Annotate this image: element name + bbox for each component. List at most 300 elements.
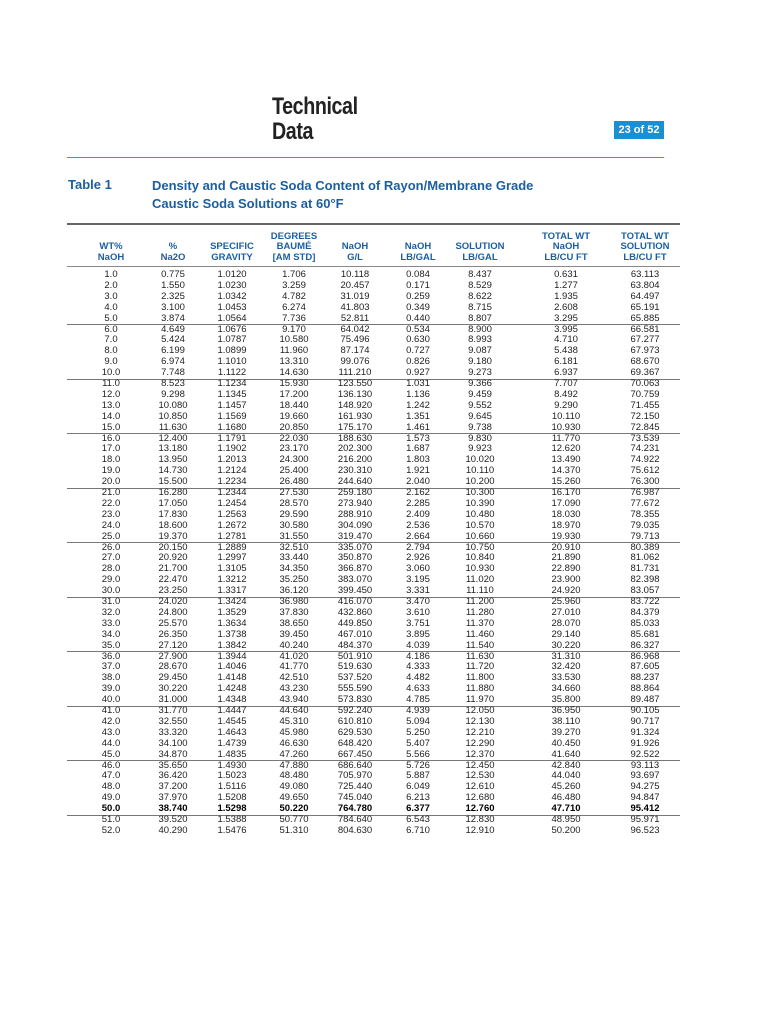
table-cell: 15.930 (279, 378, 309, 389)
table-cell: 35.0 (101, 639, 121, 651)
table-cell: 1.4739 (217, 737, 247, 749)
table-cell: 44.040 (551, 770, 581, 782)
table-cell: 6.199 (161, 345, 185, 357)
table-cell: 1.573 (406, 432, 430, 444)
column-header (327, 229, 383, 263)
table-cell: 77.672 (630, 497, 660, 509)
table-cell: 19.930 (551, 530, 581, 542)
table-cell: 161.930 (337, 410, 373, 422)
table-cell: 13.180 (158, 443, 188, 455)
table-cell: 0.775 (161, 269, 185, 280)
table-cell: 6.049 (406, 781, 430, 793)
column-header-line: NaOH (341, 241, 369, 252)
table-cell: 36.120 (279, 585, 309, 597)
table-cell: 82.398 (630, 574, 660, 586)
table-row (67, 739, 680, 750)
table-cell: 1.1345 (217, 388, 247, 400)
table-cell: 17.050 (158, 497, 188, 509)
table-cell: 216.200 (337, 454, 373, 466)
table-cell: 10.480 (465, 508, 495, 520)
table-cell: 1.3317 (217, 585, 247, 597)
table-cell: 1.1569 (217, 410, 247, 422)
table-cell: 21.0 (101, 487, 121, 498)
table-label: Table 1 (68, 177, 112, 192)
table-cell: 8.492 (554, 388, 578, 400)
table-cell: 4.710 (554, 334, 578, 346)
table-cell: 4.633 (406, 683, 430, 695)
table-cell: 68.670 (630, 356, 660, 368)
table-cell: 1.0 (104, 269, 118, 280)
table-cell: 65.191 (630, 301, 660, 313)
table-cell: 23.170 (279, 443, 309, 455)
table-cell: 592.240 (337, 705, 373, 716)
table-cell: 10.080 (158, 399, 188, 411)
table-cell: 12.760 (465, 803, 495, 815)
table-cell: 83.722 (630, 596, 660, 607)
table-cell: 0.927 (406, 367, 430, 379)
table-cell: 4.333 (406, 661, 430, 673)
table-cell: 12.450 (465, 759, 495, 771)
table-cell: 20.920 (158, 552, 188, 564)
table-caption (152, 177, 612, 213)
table-cell: 2.794 (406, 541, 430, 553)
table-cell: 1.0787 (217, 334, 247, 346)
table-cell: 10.020 (465, 454, 495, 466)
table-cell: 0.440 (406, 312, 430, 324)
table-cell: 9.923 (468, 443, 492, 455)
table-cell: 9.290 (554, 399, 578, 411)
table-cell: 41.640 (551, 748, 581, 760)
table-cell: 41.803 (340, 301, 370, 313)
table-cell: 43.230 (279, 683, 309, 695)
page-number-badge: 23 of 52 (614, 121, 664, 139)
table-cell: 34.100 (158, 737, 188, 749)
column-header-line: TOTAL WT (620, 230, 670, 242)
table-cell: 1.0230 (217, 279, 247, 291)
column-header (393, 229, 443, 263)
table-cell: 5.566 (406, 748, 430, 760)
column-header-line: LB/CU FT (623, 251, 667, 263)
table-cell: 50.770 (279, 814, 309, 825)
table-cell: 1.687 (406, 443, 430, 455)
table-cell: 74.922 (630, 454, 660, 466)
table-cell: 366.870 (337, 563, 373, 575)
table-cell: 136.130 (337, 388, 373, 400)
table-cell: 449.850 (337, 617, 373, 629)
table-cell: 94.275 (630, 781, 660, 793)
table-cell: 31.000 (158, 694, 188, 706)
table-cell: 42.840 (551, 759, 581, 771)
table-cell: 27.530 (279, 487, 309, 498)
table-cell: 84.379 (630, 606, 660, 618)
table-cell: 38.0 (101, 672, 121, 684)
column-header (202, 229, 262, 263)
table-cell: 9.645 (468, 410, 492, 422)
table-cell: 1.3944 (217, 650, 247, 662)
table-cell: 10.200 (465, 476, 495, 488)
table-cell: 16.0 (101, 432, 121, 444)
table-cell: 95.412 (630, 803, 660, 815)
table-cell: 19.0 (101, 465, 121, 477)
table-cell: 72.845 (630, 421, 660, 433)
table-cell: 9.738 (468, 421, 492, 433)
table-cell: 8.0 (104, 345, 118, 357)
table-cell: 38.740 (158, 803, 188, 815)
table-cell: 6.274 (282, 301, 306, 313)
table-cell: 31.550 (279, 530, 309, 542)
table-cell: 10.390 (465, 497, 495, 509)
table-cell: 90.717 (630, 715, 660, 727)
table-cell: 10.850 (158, 410, 188, 422)
table-cell: 555.590 (337, 683, 373, 695)
table-cell: 1.4348 (217, 694, 247, 706)
table-cell: 2.040 (406, 476, 430, 488)
table-cell: 6.974 (161, 356, 185, 368)
table-cell: 1.5476 (217, 824, 247, 836)
table-cell: 1.2013 (217, 454, 247, 466)
table-cell: 18.600 (158, 519, 188, 531)
table-cell: 5.250 (406, 726, 430, 738)
table-cell: 10.580 (279, 334, 309, 346)
table-cell: 20.457 (340, 279, 370, 291)
table-cell: 31.310 (551, 650, 581, 662)
table-cell: 39.450 (279, 628, 309, 640)
column-header-line: [AM STD] (272, 251, 316, 263)
column-header (450, 229, 510, 263)
table-cell: 32.550 (158, 715, 188, 727)
table-cell: 32.510 (279, 541, 309, 553)
table-cell: 11.020 (465, 574, 495, 586)
table-cell: 42.0 (101, 715, 121, 727)
table-cell: 35.650 (158, 759, 188, 771)
table-row (67, 281, 680, 292)
table-cell: 32.0 (101, 606, 121, 618)
table-cell: 383.070 (337, 574, 373, 586)
table-cell: 28.0 (101, 563, 121, 575)
table-cell: 24.300 (279, 454, 309, 466)
table-cell: 40.0 (101, 694, 121, 706)
table-cell: 3.874 (161, 312, 185, 324)
column-header-line: TOTAL WT (541, 230, 591, 242)
table-cell: 1.4447 (217, 705, 247, 716)
table-cell: 91.324 (630, 726, 660, 738)
table-cell: 47.260 (279, 748, 309, 760)
table-cell: 22.890 (551, 563, 581, 575)
table-cell: 1.5023 (217, 770, 247, 782)
table-cell: 50.0 (101, 803, 121, 815)
table-cell: 3.0 (104, 290, 118, 302)
table-cell: 27.900 (158, 650, 188, 662)
table-cell: 1.2234 (217, 476, 247, 488)
table-cell: 63.804 (630, 279, 660, 291)
table-cell: 725.440 (337, 781, 373, 793)
table-cell: 1.031 (406, 378, 430, 389)
table-cell: 0.826 (406, 356, 430, 368)
table-cell: 629.530 (337, 726, 373, 738)
table-cell: 4.785 (406, 694, 430, 706)
table-cell: 148.920 (337, 399, 373, 411)
table-cell: 2.162 (406, 487, 430, 498)
table-cell: 6.543 (406, 814, 430, 825)
table-cell: 11.370 (465, 617, 495, 629)
table-cell: 804.630 (337, 824, 373, 836)
table-cell: 86.327 (630, 639, 660, 651)
table-cell: 705.970 (337, 770, 373, 782)
column-header (610, 229, 680, 263)
table-cell: 18.440 (279, 399, 309, 411)
table-cell: 5.438 (554, 345, 578, 357)
table-cell: 94.847 (630, 792, 660, 804)
table-cell: 5.424 (161, 334, 185, 346)
column-header (81, 229, 141, 263)
table-cell: 9.170 (282, 323, 306, 335)
table-cell: 111.210 (338, 367, 372, 379)
table-row (67, 292, 680, 303)
column-header (261, 229, 327, 263)
table-cell: 1.2344 (217, 487, 247, 498)
column-header-line: LB/GAL (400, 251, 436, 263)
table-cell: 8.622 (468, 290, 492, 302)
table-cell: 13.490 (551, 454, 581, 466)
table-cell: 3.295 (554, 312, 578, 324)
table-cell: 28.570 (279, 497, 309, 509)
table-cell: 1.2781 (217, 530, 247, 542)
table-cell: 501.910 (337, 650, 373, 662)
table-cell: 79.713 (630, 530, 660, 542)
table-cell: 48.950 (551, 814, 581, 825)
table-cell: 47.710 (551, 803, 581, 815)
table-cell: 34.870 (158, 748, 188, 760)
table-cell: 27.120 (158, 639, 188, 651)
table-cell: 29.0 (101, 574, 121, 586)
table-cell: 1.1010 (217, 356, 247, 368)
table-cell: 36.980 (279, 596, 309, 607)
table-cell: 81.062 (630, 552, 660, 564)
table-cell: 29.450 (158, 672, 188, 684)
table-cell: 11.800 (465, 672, 495, 684)
table-cell: 43.940 (279, 694, 309, 706)
table-cell: 31.770 (158, 705, 188, 716)
column-header-line: % (168, 241, 178, 252)
table-cell: 27.010 (551, 606, 581, 618)
table-cell: 1.803 (406, 454, 430, 466)
table-cell: 20.850 (279, 421, 309, 433)
table-cell: 1.0342 (217, 290, 247, 302)
table-cell: 11.110 (466, 585, 494, 597)
table-cell: 27.0 (101, 552, 121, 564)
table-cell: 36.420 (158, 770, 188, 782)
table-cell: 22.0 (101, 497, 121, 509)
table-cell: 8.529 (468, 279, 492, 291)
table-cell: 76.300 (630, 476, 660, 488)
table-cell: 88.237 (630, 672, 660, 684)
table-cell: 12.910 (465, 824, 495, 836)
table-top-rule (67, 223, 680, 225)
table-cell: 1.4643 (217, 726, 247, 738)
table-cell: 3.751 (406, 617, 430, 629)
table-cell: 40.450 (551, 737, 581, 749)
table-caption-line-1: Density and Caustic Soda Content of Rayon/Membrane Grade (152, 178, 534, 193)
table-cell: 75.612 (630, 465, 660, 477)
table-cell: 1.0676 (217, 323, 247, 335)
table-cell: 73.539 (630, 432, 660, 444)
table-cell: 45.980 (279, 726, 309, 738)
table-cell: 9.0 (104, 356, 118, 368)
table-cell: 1.4545 (217, 715, 247, 727)
table-cell: 4.649 (161, 323, 185, 335)
table-cell: 32.420 (551, 661, 581, 673)
table-cell: 36.950 (551, 705, 581, 716)
table-cell: 4.939 (406, 705, 430, 716)
table-cell: 1.0899 (217, 345, 247, 357)
table-cell: 3.100 (161, 301, 185, 313)
table-cell: 45.0 (101, 748, 121, 760)
table-cell: 4.0 (104, 301, 118, 313)
table-cell: 11.960 (279, 345, 309, 357)
table-cell: 2.409 (406, 508, 430, 520)
column-header-line: GRAVITY (211, 251, 253, 263)
table-cell: 2.285 (406, 497, 430, 509)
table-cell: 6.937 (554, 367, 578, 379)
table-cell: 43.0 (101, 726, 121, 738)
table-cell: 76.987 (630, 487, 660, 498)
table-cell: 42.510 (279, 672, 309, 684)
table-cell: 784.640 (337, 814, 373, 825)
table-cell: 610.810 (337, 715, 373, 727)
table-cell: 1.5208 (217, 792, 247, 804)
table-cell: 1.706 (282, 269, 306, 280)
table-cell: 47.0 (101, 770, 121, 782)
table-cell: 99.076 (340, 356, 370, 368)
table-cell: 39.270 (551, 726, 581, 738)
table-row (67, 521, 680, 532)
title-line-1: Technical (272, 93, 358, 120)
table-cell: 2.926 (406, 552, 430, 564)
table-cell: 34.0 (101, 628, 121, 640)
table-row (67, 303, 680, 314)
table-cell: 33.0 (101, 617, 121, 629)
table-cell: 0.259 (406, 290, 430, 302)
column-header-line: SPECIFIC (210, 241, 254, 252)
table-row (67, 357, 680, 368)
table-cell: 3.895 (406, 628, 430, 640)
table-cell: 24.0 (101, 519, 121, 531)
table-cell: 1.5388 (217, 814, 247, 825)
table-cell: 48.0 (101, 781, 121, 793)
table-cell: 38.650 (279, 617, 309, 629)
table-cell: 11.540 (465, 639, 495, 651)
table-cell: 12.210 (465, 726, 495, 738)
table-cell: 0.171 (406, 279, 430, 291)
table-cell: 50.220 (279, 803, 309, 815)
table-cell: 39.520 (158, 814, 188, 825)
table-cell: 1.1902 (217, 443, 247, 455)
table-cell: 40.290 (158, 824, 188, 836)
table-cell: 78.355 (630, 508, 660, 520)
table-row (67, 325, 680, 336)
table-cell: 26.350 (158, 628, 188, 640)
table-cell: 6.710 (406, 824, 430, 836)
table-cell: 25.0 (101, 530, 121, 542)
table-cell: 6.0 (104, 323, 118, 335)
table-row (67, 270, 680, 281)
table-cell: 11.770 (551, 432, 581, 444)
table-cell: 7.748 (161, 367, 185, 379)
table-cell: 12.0 (101, 388, 121, 400)
table-cell: 10.110 (465, 465, 495, 477)
table-cell: 202.300 (337, 443, 373, 455)
table-cell: 30.580 (279, 519, 309, 531)
table-cell: 188.630 (337, 432, 373, 444)
table-cell: 13.310 (279, 356, 309, 368)
table-cell: 18.0 (101, 454, 121, 466)
table-cell: 93.697 (630, 770, 660, 782)
table-cell: 12.050 (465, 705, 495, 716)
table-cell: 4.186 (406, 650, 430, 662)
table-cell: 1.4248 (217, 683, 247, 695)
table-cell: 0.084 (406, 269, 430, 280)
table-cell: 88.864 (630, 683, 660, 695)
table-cell: 416.070 (337, 596, 373, 607)
table-cell: 10.750 (465, 541, 495, 553)
table-cell: 23.250 (158, 585, 188, 597)
table-cell: 64.042 (340, 323, 370, 335)
table-cell: 1.3529 (217, 606, 247, 618)
table-cell: 95.971 (630, 814, 660, 825)
table-cell: 6.181 (554, 356, 578, 368)
table-cell: 1.4046 (217, 661, 247, 673)
table-cell: 10.110 (551, 410, 581, 422)
column-header-line: SOLUTION (455, 241, 505, 252)
table-cell: 35.250 (279, 574, 309, 586)
table-cell: 667.450 (337, 748, 373, 760)
table-cell: 467.010 (337, 628, 373, 640)
table-cell: 484.370 (337, 639, 373, 651)
table-cell: 17.090 (551, 497, 581, 509)
table-cell: 85.033 (630, 617, 660, 629)
table-cell: 1.2672 (217, 519, 247, 531)
table-cell: 10.118 (340, 269, 370, 280)
table-cell: 70.759 (630, 388, 660, 400)
table-cell: 537.520 (337, 672, 373, 684)
table-cell: 6.377 (406, 803, 430, 815)
table-cell: 12.290 (465, 737, 495, 749)
table-cell: 50.200 (551, 824, 581, 836)
table-cell: 3.259 (282, 279, 306, 291)
table-cell: 47.880 (279, 759, 309, 771)
table-cell: 8.807 (468, 312, 492, 324)
column-header-line: LB/CU FT (544, 251, 588, 263)
column-header (148, 229, 198, 263)
table-cell: 304.090 (337, 519, 373, 531)
table-cell: 69.367 (630, 367, 660, 379)
table-cell: 30.220 (551, 639, 581, 651)
table-cell: 96.523 (630, 824, 660, 836)
table-cell: 26.0 (101, 541, 121, 553)
table-cell: 37.970 (158, 792, 188, 804)
table-cell: 67.277 (630, 334, 660, 346)
table-cell: 1.3738 (217, 628, 247, 640)
table-cell: 23.0 (101, 508, 121, 520)
table-cell: 75.496 (340, 334, 370, 346)
table-cell: 19.660 (279, 410, 309, 422)
column-header-line: BAUMÉ (276, 241, 312, 252)
table-cell: 49.650 (279, 792, 309, 804)
table-cell: 1.3105 (217, 563, 247, 575)
table-cell: 3.610 (406, 606, 430, 618)
table-cell: 2.325 (161, 290, 185, 302)
table-cell: 12.610 (465, 781, 495, 793)
